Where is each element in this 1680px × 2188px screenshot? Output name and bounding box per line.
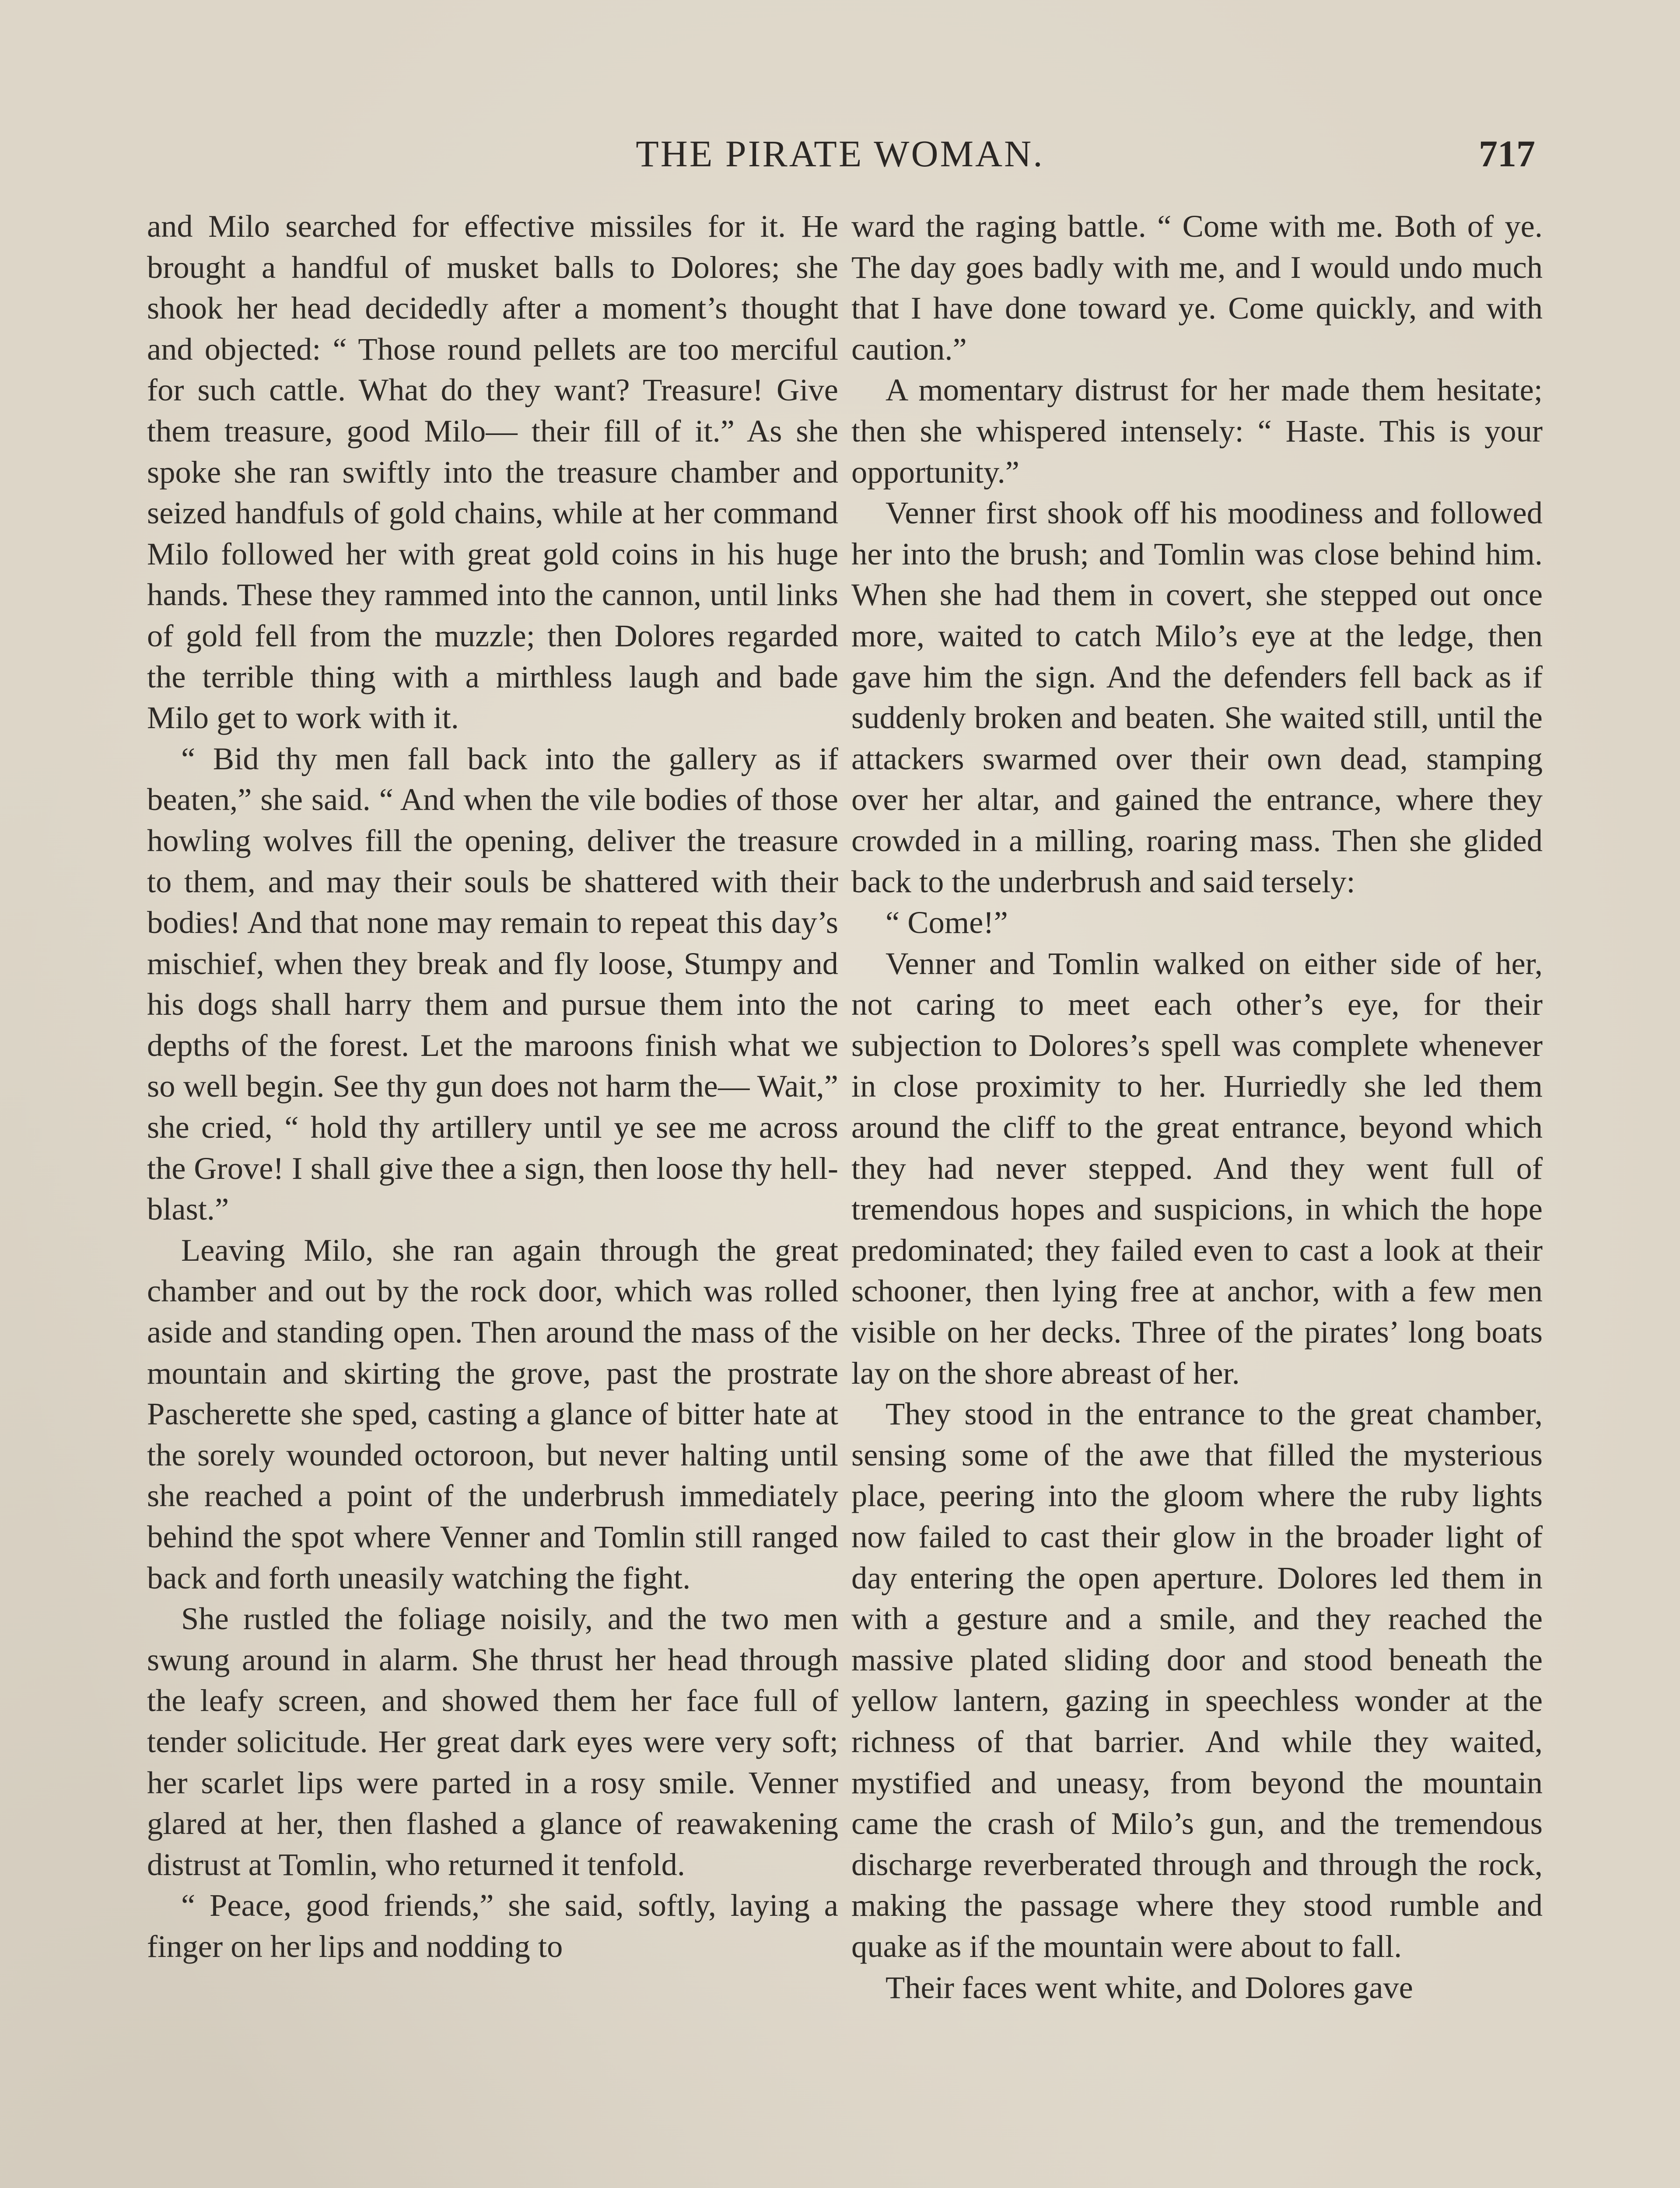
paragraph: They stood in the entrance to the great chamber, sensing some of the awe that filled the mysterious place, peering into the gloom where the ruby lights now failed to cast their glow in the broader light of day entering the open aperture. Dolores led them in with a gesture and a smile, and they reached the massive plated sliding door and stood beneath the yellow lantern, gazing in speechless wonder at the richness of that barrier. And while they waited, mystified and uneasy, from beyond the mountain came the crash of Milo’s gun, and the tremendous discharge reverberated through and through the rock, making the passage where they stood rumble and quake as if the mountain were about to fall. — [851, 1396, 1543, 1964]
paragraph: Leaving Milo, she ran again through the great chamber and out by the rock door, which was rolled aside and standing open. Then around the mass of the mountain and skirting the grove, past the prostrate Pascherette she sped, casting a glance of bitter hate at the sorely wounded octoroon, but never halting until she reached a point of the underbrush immediately behind the spot where Venner and Tomlin still ranged back and forth uneasily watching the fight. — [147, 1232, 838, 1595]
paragraph: A momentary distrust for her made them hesitate; then she whispered intensely: “ Haste. This is your opportunity.” — [851, 372, 1543, 490]
paragraph: “ Peace, good friends,” she said, softly, laying a finger on her lips and nodding to — [147, 1887, 838, 1964]
paragraph: “ Come!” — [886, 905, 1008, 940]
paragraph: and Milo searched for effective missiles for it. He brought a handful of musket balls to Dolores; she shook her head decidedly after a moment’s thought and objected: “ Those round pellets are too merciful for such cattle. What do they want? Treasure! Give them treasure, good Milo— their fill of it.” As she spoke she ran swiftly into the treasure chamber and seized handfuls of gold chains, while at her command Milo followed her with great gold coins in his huge hands. These they rammed into the cannon, until links of gold fell from the muzzle; then Dolores regarded the terrible thing with a mirthless laugh and bade Milo get to work with it. — [147, 208, 838, 736]
paragraph: Venner and Tomlin walked on either side of her, not caring to meet each other’s eye, for their subjection to Dolores’s spell was complete whenever in close proximity to her. Hurriedly she led them around the cliff to the great entrance, beyond which they had never stepped. And they went full of tremendous hopes and suspicions, in which the hope predominated; they failed even to cast a look at their schooner, then lying free at anchor, with a few men visible on her decks. Three of the pirates’ long boats lay on the shore abreast of her. — [851, 945, 1543, 1391]
text-column-left — [147, 206, 838, 1967]
paragraph: ward the raging battle. “ Come with me. Both of ye. The day goes badly with me, and I would undo much that I have done toward ye. Come quickly, and with caution.” — [851, 208, 1543, 367]
paragraph: “ Bid thy men fall back into the gallery as if beaten,” she said. “ And when the vile bodies of those howling wolves fill the opening, deliver the treasure to them, and may their souls be shattered with their bodies! And that none may remain to repeat this day’s mischief, when they break and fly loose, Stumpy and his dogs shall harry them and pursue them into the depths of the forest. Let the maroons finish what we so well begin. See thy gun does not harm the— Wait,” she cried, “ hold thy artillery until ye see me across the Grove! I shall give thee a sign, then loose thy hell-blast.” — [147, 740, 838, 1227]
paragraph: She rustled the foliage noisily, and the two men swung around in alarm. She thrust her head through the leafy screen, and showed them her face full of tender solicitude. Her great dark eyes were very soft; her scarlet lips were parted in a rosy smile. Venner glared at her, then flashed a glance of reawakening distrust at Tomlin, who returned it tenfold. — [147, 1601, 838, 1882]
text-column-right — [851, 206, 1543, 2008]
paragraph: Venner first shook off his moodiness and followed her into the brush; and Tomlin was close behind him. When she had them in covert, she stepped out once more, waited to catch Milo’s eye at the ledge, then gave him the sign. And the defenders fell back as if suddenly broken and beaten. She waited still, until the attackers swarmed over their own dead, stamping over her altar, and gained the entrance, where they crowded in a milling, roaring mass. Then she glided back to the underbrush and said tersely: — [851, 495, 1543, 899]
page-number: 717 — [1479, 133, 1535, 175]
paragraph: Their faces went white, and Dolores gave — [886, 1969, 1413, 2005]
page-title: THE PIRATE WOMAN. — [636, 133, 1044, 175]
running-head — [0, 130, 1680, 178]
